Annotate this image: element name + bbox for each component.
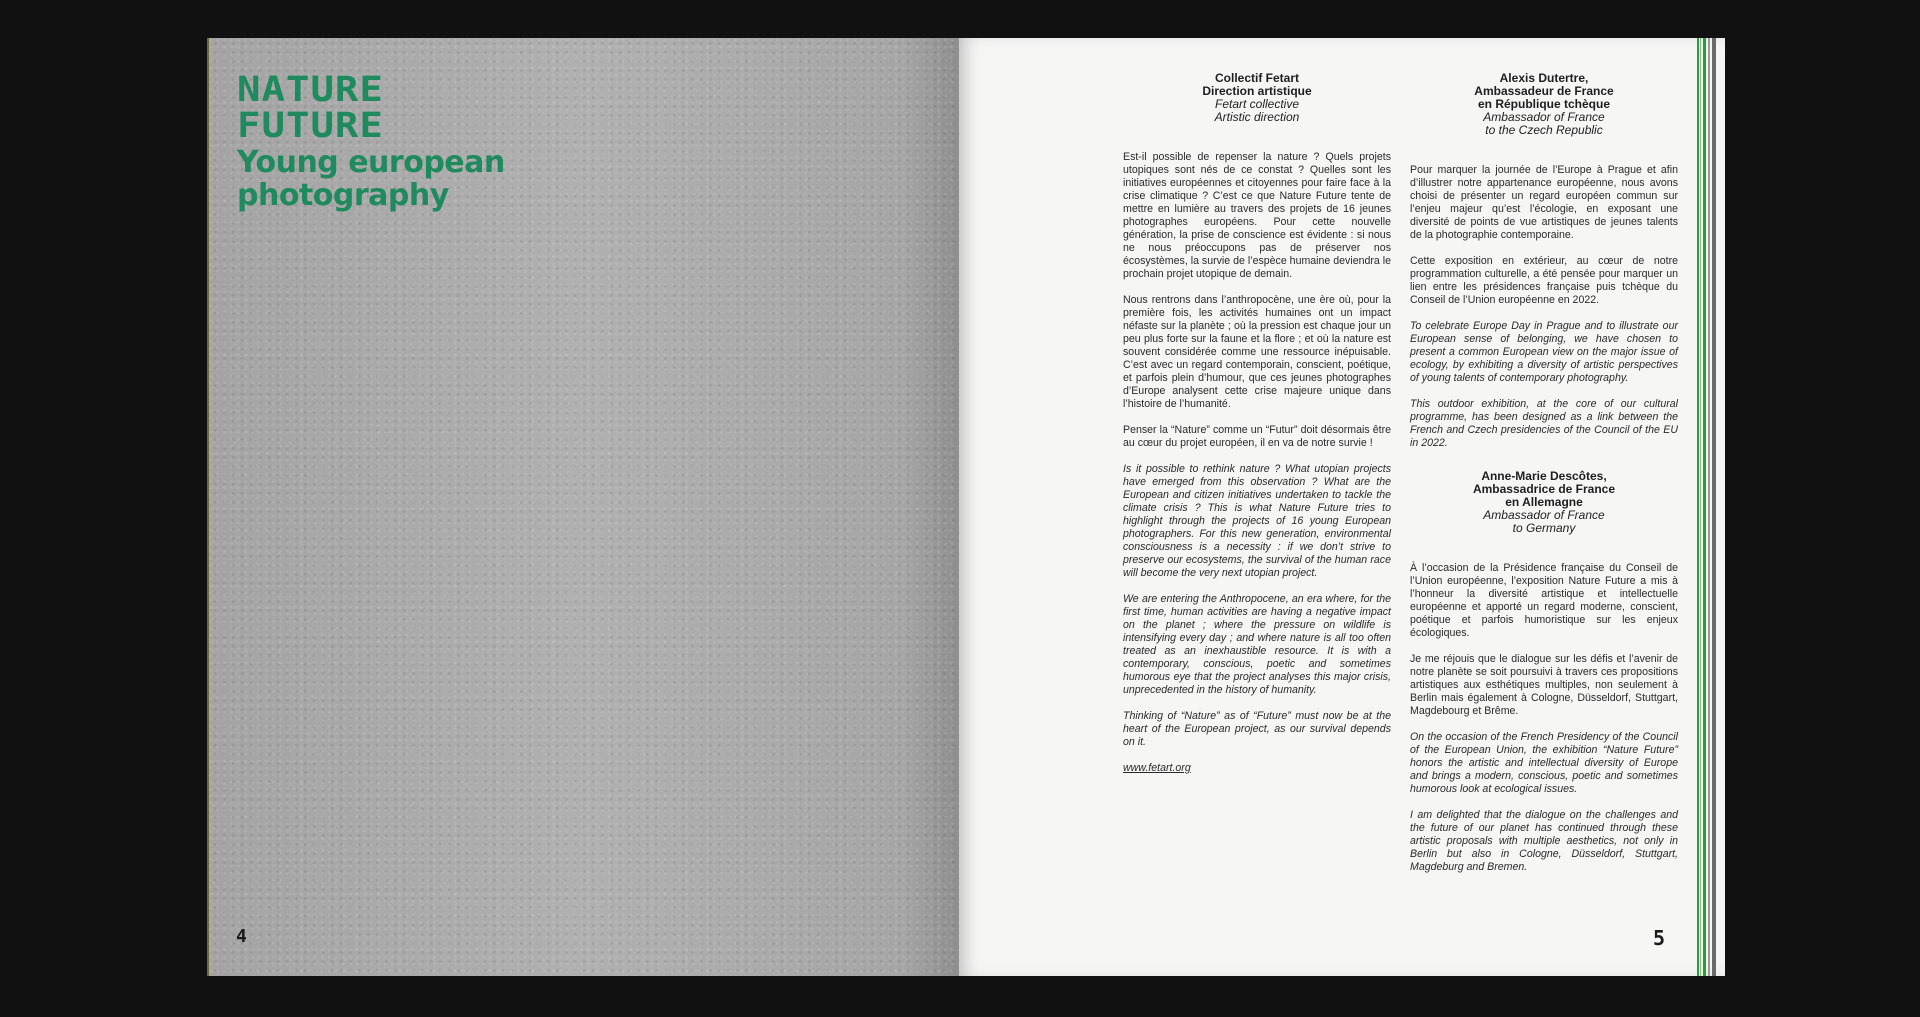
heading-line: Ambassadrice de France [1472,482,1616,496]
ambassadors-column [1410,72,1678,887]
title-line-2: FUTURE [237,105,384,146]
heading-line: Direction artistique [1202,84,1312,98]
paragraph-fr: À l’occasion de la Présidence française du Conseil de l’Union européenne, l’exposition Nature Future a mis à l’honneur la diversité artistique et intellectuelle européenne et apporté un regard moderne, conscient, poétique et parfois humoristique sur les enjeux écologiques. [1410,562,1678,639]
heading-line: en Allemagne [1505,495,1583,509]
paragraph-fr: Cette exposition en extérieur, au cœur de notre programmation culturelle, a été pensée pour marquer un lien entre les présidences française puis tchèque du Conseil de l’Union européenne en 2022. [1410,255,1678,306]
heading-line: Ambassadeur de France [1474,84,1614,98]
paragraph-fr: Je me réjouis que le dialogue sur les défis et l’avenir de notre planète se soit poursuivi à travers ces propositions artistiques aux esthétiques multiples, non seulement à Berlin mais également à Cologne, Düsseldorf, Stuttgart, Magdebourg et Brême. [1410,653,1678,717]
heading-line-en: to Germany [1512,521,1576,535]
heading-line-en: to the Czech Republic [1485,123,1603,137]
stripe-light-green [1700,38,1701,976]
dutertre-heading [1410,72,1678,137]
paragraph-fr: Penser la “Nature” comme un “Futur” doit désormais être au cœur du projet européen, il en va de notre survie ! [1123,424,1391,449]
right-page [959,38,1725,976]
heading-line: Collectif Fetart [1214,71,1299,85]
heading-line: Alexis Dutertre, [1499,71,1589,85]
stripe-green [1697,38,1699,976]
heading-line-en: Ambassador of France [1483,508,1605,522]
heading-line-en: Ambassador of France [1483,110,1605,124]
cover-title [237,69,505,213]
paragraph-en: To celebrate Europe Day in Prague and to illustrate our European sense of belonging, we have chosen to present a common European view on the major issue of ecology, by exhibiting a diversity of artistic perspectives of young talents of contemporary photography. [1410,320,1678,384]
descotes-heading [1410,470,1678,535]
paragraph-en: This outdoor exhibition, at the core of our cultural programme, has been designed as a link between the French and Czech presidencies of the Council of the EU in 2022. [1410,398,1678,449]
heading-line: en République tchèque [1477,97,1610,111]
title-line-1: NATURE [237,69,384,110]
subtitle-line-1: Young european [237,145,505,180]
left-page [207,38,961,976]
paragraph-en: I am delighted that the dialogue on the challenges and the future of our planet has continued through these artistic proposals with multiple aesthetics, not only in Berlin but also in Cologne, Düsseldorf, Stuttgart, Magdeburg and Bremen. [1410,809,1678,873]
booklet-spread [207,38,1725,976]
subtitle-line-2: photography [237,178,449,213]
stripe-green [1703,38,1706,976]
paragraph-fr: Pour marquer la journée de l’Europe à Prague et afin d’illustrer notre appartenance européenne, nous avons choisi de présenter un regard européen commun sur l’enjeu majeur qu’est l’écologie, en exposant une diversité de points de vue artistiques de jeunes talents de la photographie contemporaine. [1410,164,1678,241]
paragraph-en: Thinking of “Nature” as of “Future” must now be at the heart of the European project, as our survival depends on it. [1123,710,1391,748]
edge-stripes [1697,38,1717,976]
heading-line: Anne-Marie Descôtes, [1481,469,1607,483]
paragraph-en: Is it possible to rethink nature ? What utopian projects have emerged from this observation ? What are the European and citizen initiatives undertaken to tackle the climate crisis ? This is what Nature Future tries to highlight through the projects of 16 young European photographers. For this new generation, environmental consciousness is a necessity : if we don’t strive to preserve our ecosystems, the survival of the human race will become the very next utopian project. [1123,463,1391,579]
stripe-dark [1712,38,1716,976]
page-number-right: 5 [1652,926,1665,950]
paragraph-fr: Est-il possible de repenser la nature ? Quels projets utopiques sont nés de ce constat ? Quelles sont les initiatives européennes et citoyennes pour faire face à la crise climatique ? C’est ce que Nature Future tente de mettre en lumière au travers des projets de 16 jeunes photographes européens. Pour cette nouvelle génération, la prise de conscience est évidente : si nous ne nous préoccupons pas de préserver nos écosystèmes, la survie de l’espèce humaine deviendra le prochain projet utopique de demain. [1123,151,1391,280]
paragraph-en: We are entering the Anthropocene, an era where, for the first time, human activities are having a negative impact on the planet ; where the pressure on wildlife is intensifying every day ; and where nature is all too often treated as an inexhaustible resource. It is with a contemporary, conscious, poetic and sometimes humorous eye that the project analyses this major crisis, unprecedented in the history of humanity. [1123,593,1391,696]
paragraph-fr: Nous rentrons dans l’anthropocène, une ère où, pour la première fois, les activités humaines ont un impact néfaste sur la planète ; où la pression est chaque jour un peu plus forte sur la faune et la flore ; et où la nature est souvent considérée comme une ressource inépuisable. C’est avec un regard contemporain, conscient, poétique, et parfois plein d’humour, que ces jeunes photographes d’Europe analysent cette crise majeure unique dans l’histoire de l’humanité. [1123,294,1391,410]
heading-line-en: Fetart collective [1214,97,1300,111]
paragraph-en: On the occasion of the French Presidency of the Council of the European Union, the exhibition “Nature Future” honors the artistic and intellectual diversity of Europe and brings a modern, conscious, poetic and sometimes humorous look at ecological issues. [1410,731,1678,795]
fetart-heading [1123,72,1391,124]
heading-line-en: Artistic direction [1214,110,1300,124]
fetart-website-link: www.fetart.org [1123,762,1191,774]
stripe-grey [1708,38,1710,976]
page-number-left: 4 [236,926,247,947]
fetart-column [1123,72,1391,788]
